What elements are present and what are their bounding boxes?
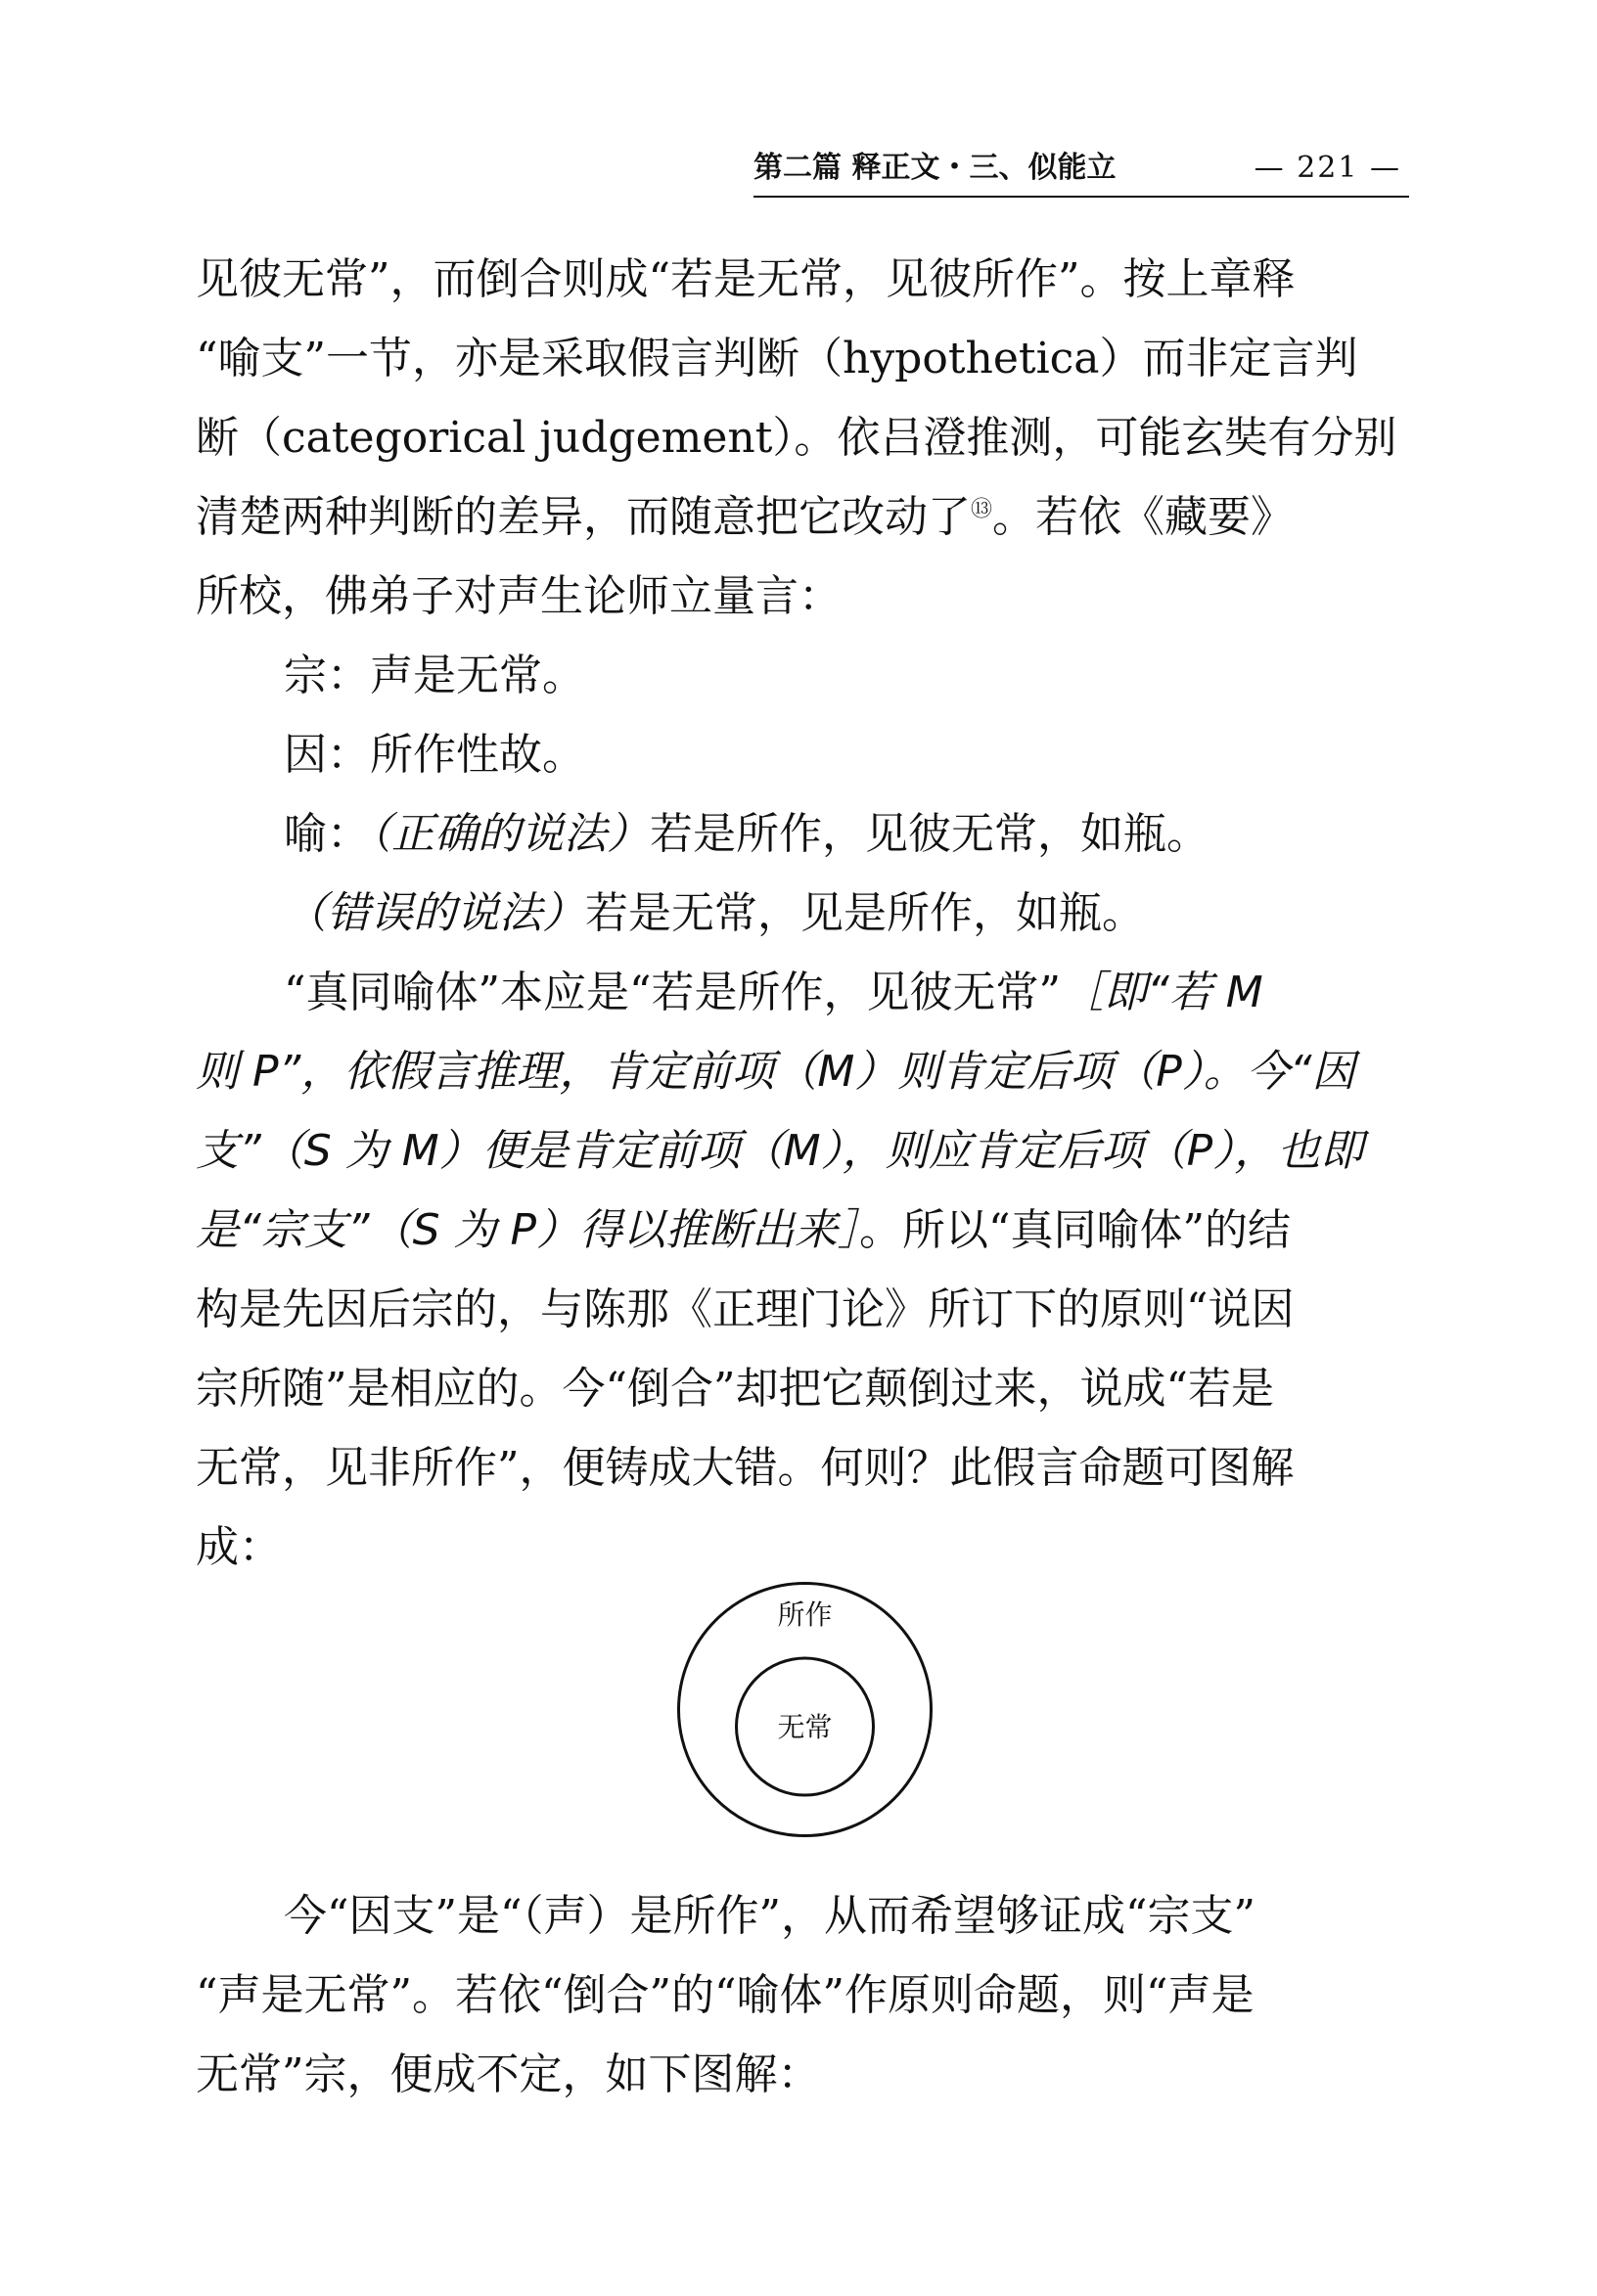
text-line: 今“因支”是“（声）是所作”，从而希望够证成“宗支” bbox=[284, 1891, 1255, 1941]
text-line: 见彼无常”，而倒合则成“若是无常，见彼所作”。按上章释 bbox=[196, 254, 1296, 304]
text-line bbox=[196, 1191, 1409, 1270]
page-number: — 221 — bbox=[1254, 151, 1401, 185]
syllogism-thesis: 宗：声是无常。 bbox=[284, 651, 585, 700]
inner-circle-label: 无常 bbox=[777, 1711, 833, 1743]
text-line: 宗所随”是相应的。今“倒合”却把它颠倒过来，说成“若是 bbox=[196, 1364, 1274, 1414]
wrong-example: 若是无常，见是所作，如瓶。 bbox=[585, 888, 1145, 938]
chapter-title: 第二篇 释正文・三、似能立 bbox=[753, 151, 1117, 185]
text-span: 。若依《藏要》 bbox=[992, 492, 1295, 542]
main-text-continued bbox=[196, 1876, 1409, 2114]
text-span: “真同喻体”本应是“若是所作，见彼无常” bbox=[284, 968, 1061, 1017]
text-span: ［即“若 M bbox=[1060, 968, 1263, 1017]
text-span: 。所以“真同喻体”的结 bbox=[859, 1205, 1292, 1255]
text-line: 支”（S 为 M）便是肯定前项（M），则应肯定后项（P），也即 bbox=[196, 1126, 1364, 1176]
text-line bbox=[196, 953, 1409, 1032]
running-head bbox=[753, 147, 1409, 198]
syllogism-example bbox=[196, 794, 1409, 874]
correct-example: 若是所作，见彼无常，如瓶。 bbox=[650, 809, 1209, 859]
text-line: 则 P”，依假言推理，肯定前项（M）则肯定后项（P）。今“因 bbox=[196, 1047, 1355, 1097]
text-line: 断（categorical judgement）。依吕澄推测，可能玄奘有分别 bbox=[196, 413, 1397, 463]
text-line: 构是先因后宗的，与陈那《正理门论》所订下的原则“说因 bbox=[196, 1284, 1295, 1334]
text-line bbox=[196, 477, 1409, 557]
example-label: 喻： bbox=[284, 809, 370, 859]
wrong-tag: （错误的说法） bbox=[284, 888, 585, 938]
text-span: 是“宗支”（S 为 P）得以推断出来］ bbox=[196, 1205, 860, 1255]
outer-circle-label: 所作 bbox=[777, 1598, 833, 1631]
main-text bbox=[196, 240, 1409, 1587]
text-line: 所校，佛弟子对声生论师立量言： bbox=[196, 571, 842, 621]
text-line: 无常”宗，便成不定，如下图解： bbox=[196, 2049, 821, 2099]
text-line: 成： bbox=[196, 1522, 282, 1572]
concentric-circle-diagram bbox=[675, 1580, 935, 1839]
syllogism-reason: 因：所作性故。 bbox=[284, 730, 585, 780]
text-span: 清楚两种判断的差异，而随意把它改动了 bbox=[196, 492, 971, 542]
text-line: “喻支”一节，亦是采取假言判断（hypothetica）而非定言判 bbox=[196, 334, 1358, 383]
syllogism-wrong bbox=[196, 874, 1409, 953]
correct-tag: （正确的说法） bbox=[370, 809, 650, 859]
text-line: “声是无常”。若依“倒合”的“喻体”作原则命题，则“声是 bbox=[196, 1970, 1255, 2020]
footnote-marker: ⑬ bbox=[971, 497, 993, 522]
text-line: 无常，见非所作”，便铸成大错。何则？此假言命题可图解 bbox=[196, 1443, 1295, 1493]
